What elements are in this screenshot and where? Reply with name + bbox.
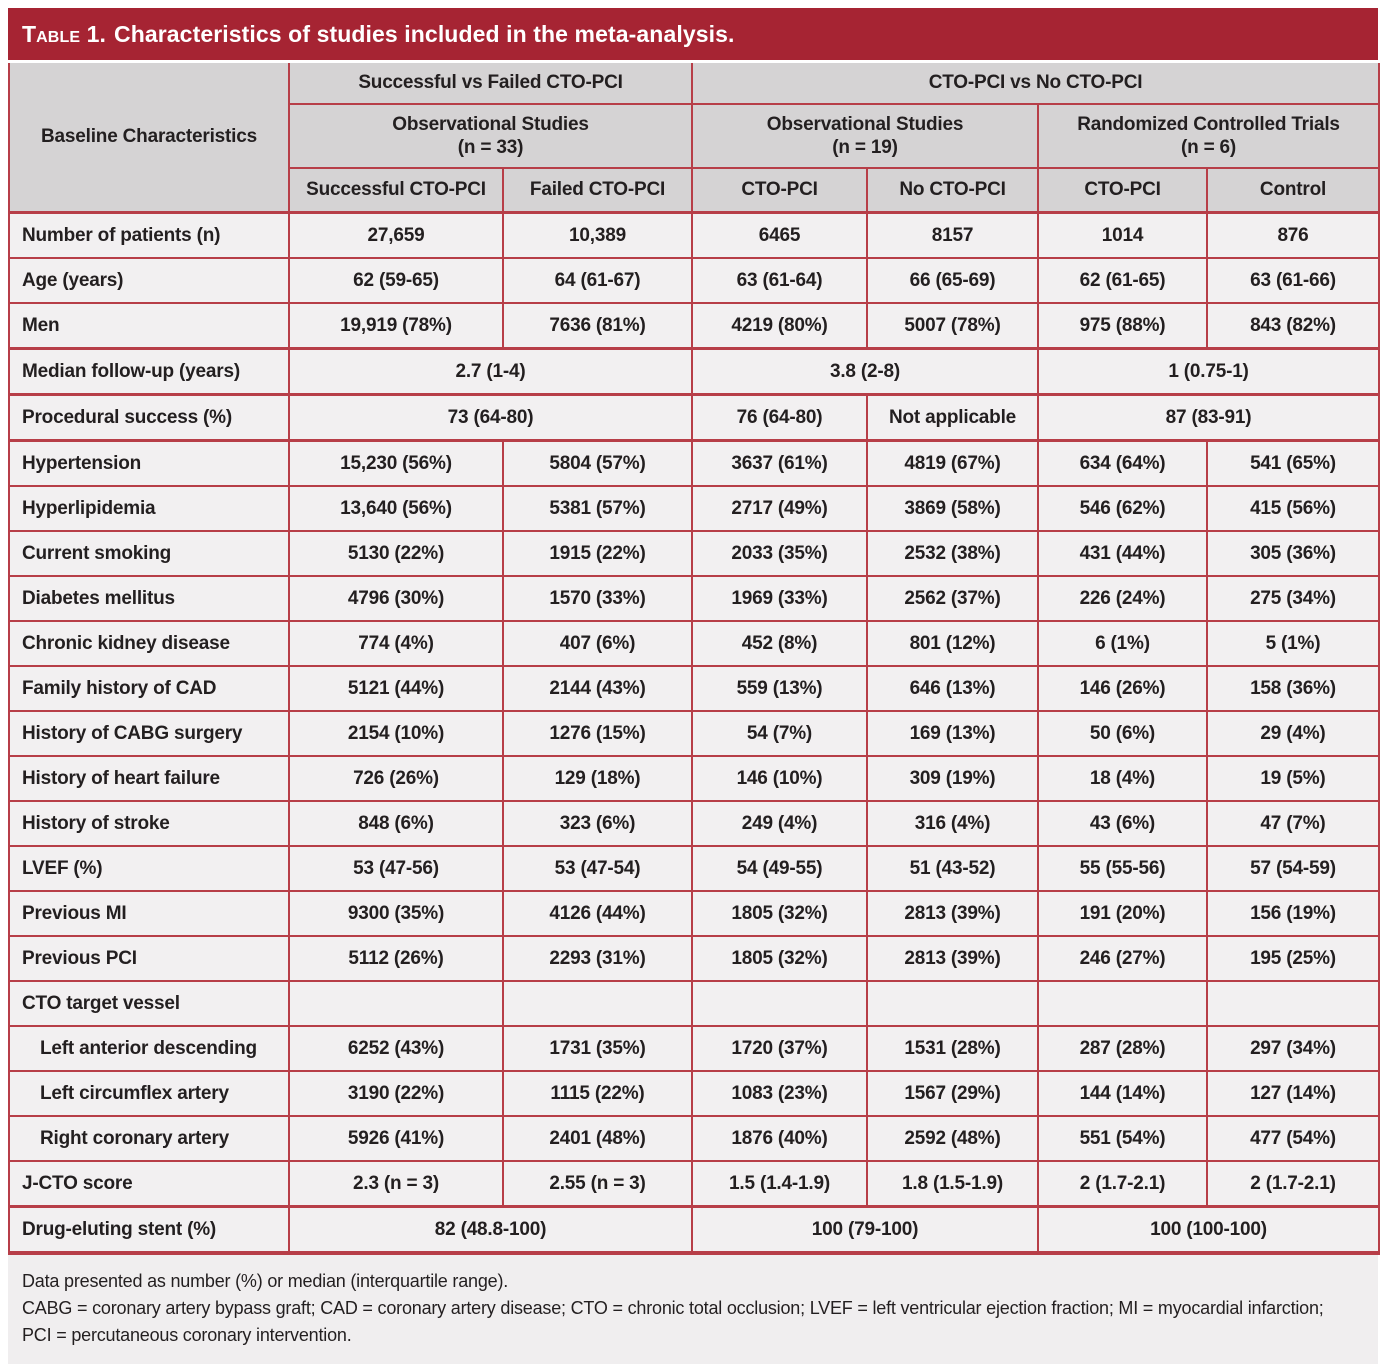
data-cell: 2401 (48%): [503, 1116, 692, 1161]
data-cell: 1276 (15%): [503, 711, 692, 756]
table-title-text: Characteristics of studies included in the meta-analysis.: [113, 20, 735, 47]
data-cell: 1.8 (1.5-1.9): [867, 1161, 1038, 1207]
data-cell: 3869 (58%): [867, 486, 1038, 531]
group-header-ctopci-vs-no-ctopci: CTO-PCI vs No CTO-PCI: [692, 63, 1379, 104]
data-cell: 29 (4%): [1207, 711, 1379, 756]
table-row: [9, 486, 1379, 531]
data-cell: 323 (6%): [503, 801, 692, 846]
table-header: [9, 63, 1379, 213]
data-cell: 53 (47-56): [289, 846, 503, 891]
row-label: Right coronary artery: [9, 1116, 289, 1161]
data-cell: 431 (44%): [1038, 531, 1207, 576]
data-cell: 1915 (22%): [503, 531, 692, 576]
data-cell: 43 (6%): [1038, 801, 1207, 846]
data-cell: 8157: [867, 213, 1038, 259]
header-group-row: [9, 63, 1379, 104]
data-cell: 4819 (67%): [867, 441, 1038, 487]
data-cell: 2813 (39%): [867, 936, 1038, 981]
data-cell: 51 (43-52): [867, 846, 1038, 891]
table-row: [9, 1116, 1379, 1161]
column-header-successful-ctopci: Successful CTO-PCI: [289, 168, 503, 213]
data-cell: 1720 (37%): [692, 1026, 867, 1071]
table-row: [9, 349, 1379, 395]
data-cell: 297 (34%): [1207, 1026, 1379, 1071]
data-cell: 452 (8%): [692, 621, 867, 666]
data-cell: 246 (27%): [1038, 936, 1207, 981]
data-cell: 129 (18%): [503, 756, 692, 801]
subgroup-title: Observational Studies: [392, 113, 589, 135]
data-cell: 843 (82%): [1207, 303, 1379, 349]
data-cell: 975 (88%): [1038, 303, 1207, 349]
data-cell: Not applicable: [867, 395, 1038, 441]
data-cell: 5381 (57%): [503, 486, 692, 531]
table-row: [9, 531, 1379, 576]
subgroup-rct-6: [1038, 104, 1379, 168]
data-cell: 249 (4%): [692, 801, 867, 846]
table-row: [9, 303, 1379, 349]
row-label: Family history of CAD: [9, 666, 289, 711]
data-cell: 5007 (78%): [867, 303, 1038, 349]
footnote-line: CABG = coronary artery bypass graft; CAD = coronary artery disease; CTO = chronic total occlusion; LVEF = left ventricular ejection fraction; MI = myocardial infarction;: [22, 1298, 1324, 1318]
data-cell: 54 (7%): [692, 711, 867, 756]
group-header-successful-vs-failed: Successful vs Failed CTO-PCI: [289, 63, 692, 104]
data-cell: 127 (14%): [1207, 1071, 1379, 1116]
data-cell: 4126 (44%): [503, 891, 692, 936]
data-cell: 146 (26%): [1038, 666, 1207, 711]
data-cell: 316 (4%): [867, 801, 1038, 846]
data-cell: 2.55 (n = 3): [503, 1161, 692, 1207]
data-cell: 100 (79-100): [692, 1207, 1038, 1254]
data-cell: 646 (13%): [867, 666, 1038, 711]
row-label: Hypertension: [9, 441, 289, 487]
data-cell: 1876 (40%): [692, 1116, 867, 1161]
data-cell: 53 (47-54): [503, 846, 692, 891]
row-label: J-CTO score: [9, 1161, 289, 1207]
row-label: Age (years): [9, 258, 289, 303]
data-cell: 2 (1.7-2.1): [1207, 1161, 1379, 1207]
table-row: [9, 666, 1379, 711]
row-label: Median follow-up (years): [9, 349, 289, 395]
data-cell: 2813 (39%): [867, 891, 1038, 936]
data-cell: 63 (61-66): [1207, 258, 1379, 303]
baseline-characteristics-header: Baseline Characteristics: [9, 63, 289, 213]
data-cell: 848 (6%): [289, 801, 503, 846]
data-cell: 63 (61-64): [692, 258, 867, 303]
data-cell: 407 (6%): [503, 621, 692, 666]
data-cell: 195 (25%): [1207, 936, 1379, 981]
data-cell: 47 (7%): [1207, 801, 1379, 846]
data-cell: 2.7 (1-4): [289, 349, 692, 395]
data-cell: 559 (13%): [692, 666, 867, 711]
data-cell: 57 (54-59): [1207, 846, 1379, 891]
data-cell: 10,389: [503, 213, 692, 259]
table-row: [9, 441, 1379, 487]
data-cell: [1207, 981, 1379, 1026]
data-cell: 2562 (37%): [867, 576, 1038, 621]
data-cell: 2033 (35%): [692, 531, 867, 576]
data-cell: 13,640 (56%): [289, 486, 503, 531]
subgroup-title: Observational Studies: [766, 113, 964, 135]
data-cell: 18 (4%): [1038, 756, 1207, 801]
data-cell: 2144 (43%): [503, 666, 692, 711]
table-row: [9, 756, 1379, 801]
table-row: [9, 891, 1379, 936]
column-header-ctopci-obs: CTO-PCI: [692, 168, 867, 213]
row-label: Drug-eluting stent (%): [9, 1207, 289, 1254]
data-cell: 19 (5%): [1207, 756, 1379, 801]
subgroup-observational-33: [289, 104, 692, 168]
table-footnote: [8, 1255, 1378, 1364]
column-header-control: Control: [1207, 168, 1379, 213]
data-cell: 1570 (33%): [503, 576, 692, 621]
data-cell: 146 (10%): [692, 756, 867, 801]
footnote-line: Data presented as number (%) or median (interquartile range).: [22, 1271, 509, 1291]
data-cell: 100 (100-100): [1038, 1207, 1379, 1254]
subgroup-n: (n = 33): [457, 136, 524, 158]
data-cell: 551 (54%): [1038, 1116, 1207, 1161]
table-body: [9, 213, 1379, 1254]
data-cell: 1969 (33%): [692, 576, 867, 621]
row-label: Left circumflex artery: [9, 1071, 289, 1116]
data-cell: 2154 (10%): [289, 711, 503, 756]
row-label: History of heart failure: [9, 756, 289, 801]
data-cell: 1014: [1038, 213, 1207, 259]
row-label: Chronic kidney disease: [9, 621, 289, 666]
table-number-label: Table 1.: [22, 20, 106, 47]
data-cell: 2592 (48%): [867, 1116, 1038, 1161]
table-row: [9, 213, 1379, 259]
column-header-failed-ctopci: Failed CTO-PCI: [503, 168, 692, 213]
data-cell: 1.5 (1.4-1.9): [692, 1161, 867, 1207]
subgroup-n: (n = 19): [832, 136, 898, 158]
data-cell: 3.8 (2-8): [692, 349, 1038, 395]
data-cell: 726 (26%): [289, 756, 503, 801]
row-label: CTO target vessel: [9, 981, 289, 1026]
column-header-no-ctopci: No CTO-PCI: [867, 168, 1038, 213]
data-cell: 169 (13%): [867, 711, 1038, 756]
data-cell: 477 (54%): [1207, 1116, 1379, 1161]
table-row: [9, 1207, 1379, 1254]
data-cell: [503, 981, 692, 1026]
subgroup-n: (n = 6): [1180, 136, 1237, 158]
data-cell: 191 (20%): [1038, 891, 1207, 936]
subgroup-title: Randomized Controlled Trials: [1077, 113, 1340, 135]
data-cell: 2.3 (n = 3): [289, 1161, 503, 1207]
data-cell: 415 (56%): [1207, 486, 1379, 531]
data-cell: 62 (59-65): [289, 258, 503, 303]
data-cell: 4796 (30%): [289, 576, 503, 621]
data-cell: 5121 (44%): [289, 666, 503, 711]
data-cell: [867, 981, 1038, 1026]
row-label: Men: [9, 303, 289, 349]
data-cell: 5130 (22%): [289, 531, 503, 576]
table-row: [9, 395, 1379, 441]
row-label: Current smoking: [9, 531, 289, 576]
table-row: [9, 1071, 1379, 1116]
data-cell: 3637 (61%): [692, 441, 867, 487]
data-cell: 3190 (22%): [289, 1071, 503, 1116]
table-row: [9, 846, 1379, 891]
data-cell: 6 (1%): [1038, 621, 1207, 666]
data-cell: 287 (28%): [1038, 1026, 1207, 1071]
data-cell: 19,919 (78%): [289, 303, 503, 349]
table-title-banner: [8, 8, 1378, 63]
data-cell: 64 (61-67): [503, 258, 692, 303]
table-row: [9, 801, 1379, 846]
data-cell: 82 (48.8-100): [289, 1207, 692, 1254]
data-cell: 1731 (35%): [503, 1026, 692, 1071]
data-cell: 156 (19%): [1207, 891, 1379, 936]
data-cell: 6465: [692, 213, 867, 259]
data-cell: 50 (6%): [1038, 711, 1207, 756]
row-label: Diabetes mellitus: [9, 576, 289, 621]
table-row: [9, 711, 1379, 756]
table-row: [9, 576, 1379, 621]
data-cell: 2 (1.7-2.1): [1038, 1161, 1207, 1207]
data-cell: 55 (55-56): [1038, 846, 1207, 891]
data-cell: 275 (34%): [1207, 576, 1379, 621]
data-cell: 541 (65%): [1207, 441, 1379, 487]
row-label: Previous MI: [9, 891, 289, 936]
row-label: History of stroke: [9, 801, 289, 846]
data-cell: 1115 (22%): [503, 1071, 692, 1116]
data-cell: 226 (24%): [1038, 576, 1207, 621]
row-label: Hyperlipidemia: [9, 486, 289, 531]
data-cell: 5 (1%): [1207, 621, 1379, 666]
table-row: [9, 258, 1379, 303]
data-cell: 7636 (81%): [503, 303, 692, 349]
table-row: [9, 621, 1379, 666]
data-cell: 6252 (43%): [289, 1026, 503, 1071]
data-cell: 2293 (31%): [503, 936, 692, 981]
data-cell: 1 (0.75-1): [1038, 349, 1379, 395]
row-label: Procedural success (%): [9, 395, 289, 441]
data-cell: 2717 (49%): [692, 486, 867, 531]
data-cell: 4219 (80%): [692, 303, 867, 349]
row-label: Number of patients (n): [9, 213, 289, 259]
data-cell: 1567 (29%): [867, 1071, 1038, 1116]
data-cell: 1805 (32%): [692, 891, 867, 936]
data-cell: 1805 (32%): [692, 936, 867, 981]
data-cell: 5112 (26%): [289, 936, 503, 981]
data-cell: 2532 (38%): [867, 531, 1038, 576]
data-cell: [692, 981, 867, 1026]
data-cell: 27,659: [289, 213, 503, 259]
footnote-line: PCI = percutaneous coronary intervention.: [22, 1325, 352, 1345]
data-cell: [1038, 981, 1207, 1026]
row-label: History of CABG surgery: [9, 711, 289, 756]
data-cell: [289, 981, 503, 1026]
table-row: [9, 1161, 1379, 1207]
data-cell: 54 (49-55): [692, 846, 867, 891]
data-cell: 634 (64%): [1038, 441, 1207, 487]
row-label: Left anterior descending: [9, 1026, 289, 1071]
data-cell: 76 (64-80): [692, 395, 867, 441]
row-label: LVEF (%): [9, 846, 289, 891]
table-row: [9, 1026, 1379, 1071]
data-cell: 144 (14%): [1038, 1071, 1207, 1116]
row-label: Previous PCI: [9, 936, 289, 981]
data-cell: 66 (65-69): [867, 258, 1038, 303]
data-cell: 309 (19%): [867, 756, 1038, 801]
data-cell: 546 (62%): [1038, 486, 1207, 531]
column-header-ctopci-rct: CTO-PCI: [1038, 168, 1207, 213]
data-cell: 876: [1207, 213, 1379, 259]
table-row: [9, 981, 1379, 1026]
data-cell: 73 (64-80): [289, 395, 692, 441]
data-cell: 305 (36%): [1207, 531, 1379, 576]
data-cell: 5926 (41%): [289, 1116, 503, 1161]
characteristics-table: [8, 63, 1380, 1255]
table-row: [9, 936, 1379, 981]
data-cell: 62 (61-65): [1038, 258, 1207, 303]
data-cell: 774 (4%): [289, 621, 503, 666]
data-cell: 15,230 (56%): [289, 441, 503, 487]
data-cell: 801 (12%): [867, 621, 1038, 666]
data-cell: 1531 (28%): [867, 1026, 1038, 1071]
data-cell: 9300 (35%): [289, 891, 503, 936]
data-cell: 1083 (23%): [692, 1071, 867, 1116]
subgroup-observational-19: [692, 104, 1038, 168]
data-cell: 158 (36%): [1207, 666, 1379, 711]
data-cell: 87 (83-91): [1038, 395, 1379, 441]
data-cell: 5804 (57%): [503, 441, 692, 487]
